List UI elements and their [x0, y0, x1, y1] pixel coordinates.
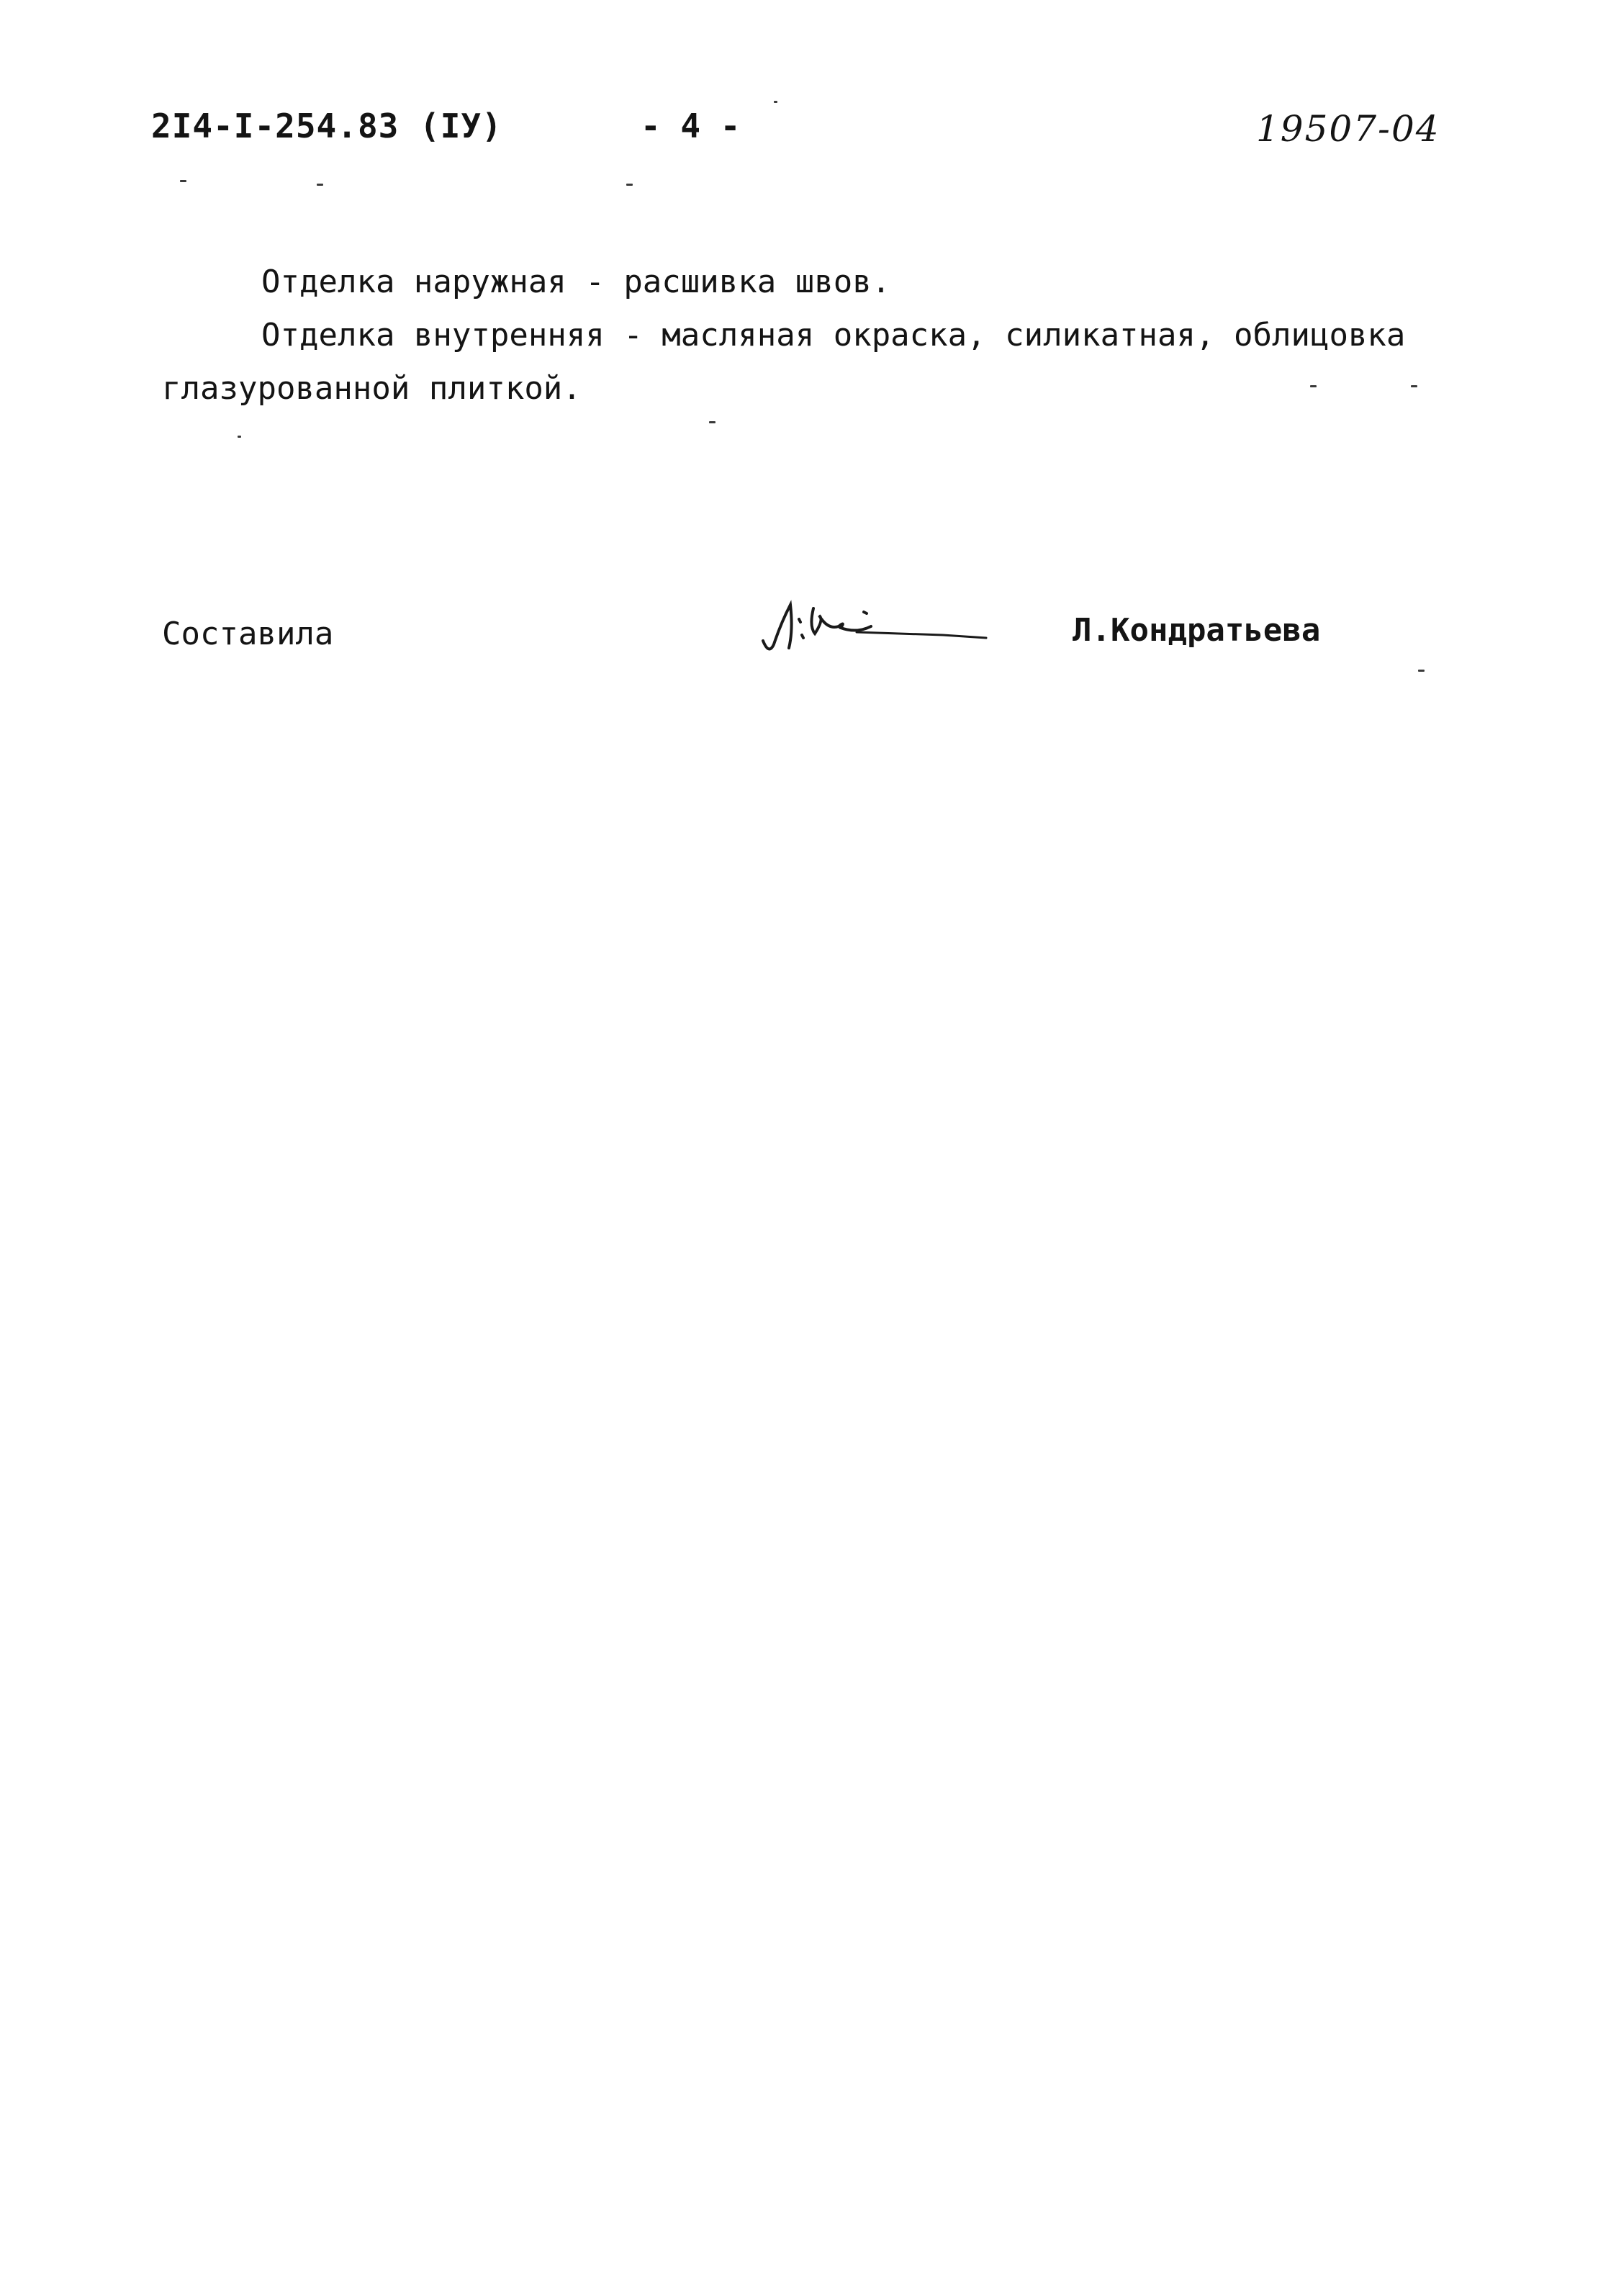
document-code: 2I4-I-254.83 (IУ): [151, 107, 502, 145]
paragraph-exterior-finish: Отделка наружная - расшивка швов.: [261, 264, 891, 300]
scan-speck: [774, 101, 777, 103]
paragraph-interior-finish: Отделка внутренняя - масляная окраска, силикатная, облицовка глазурованной плиткой.: [162, 317, 1406, 407]
compiled-by-label: Составила: [162, 616, 334, 652]
scan-speck: [709, 421, 716, 423]
handwritten-inventory-number: 19507-04: [1256, 108, 1440, 150]
scan-speck: [1411, 385, 1417, 387]
handwritten-signature: [756, 590, 993, 670]
scan-speck: [238, 436, 241, 438]
signer-name: Л.Кондратьева: [1073, 612, 1321, 649]
scan-speck: [1310, 385, 1317, 387]
scan-speck: [317, 184, 323, 186]
signature-block: [0, 590, 1616, 677]
body-text: [162, 256, 1479, 415]
scan-speck: [1418, 670, 1425, 672]
page-number: - 4 -: [641, 107, 741, 145]
scan-speck: [180, 180, 186, 182]
scan-speck: [626, 184, 633, 186]
